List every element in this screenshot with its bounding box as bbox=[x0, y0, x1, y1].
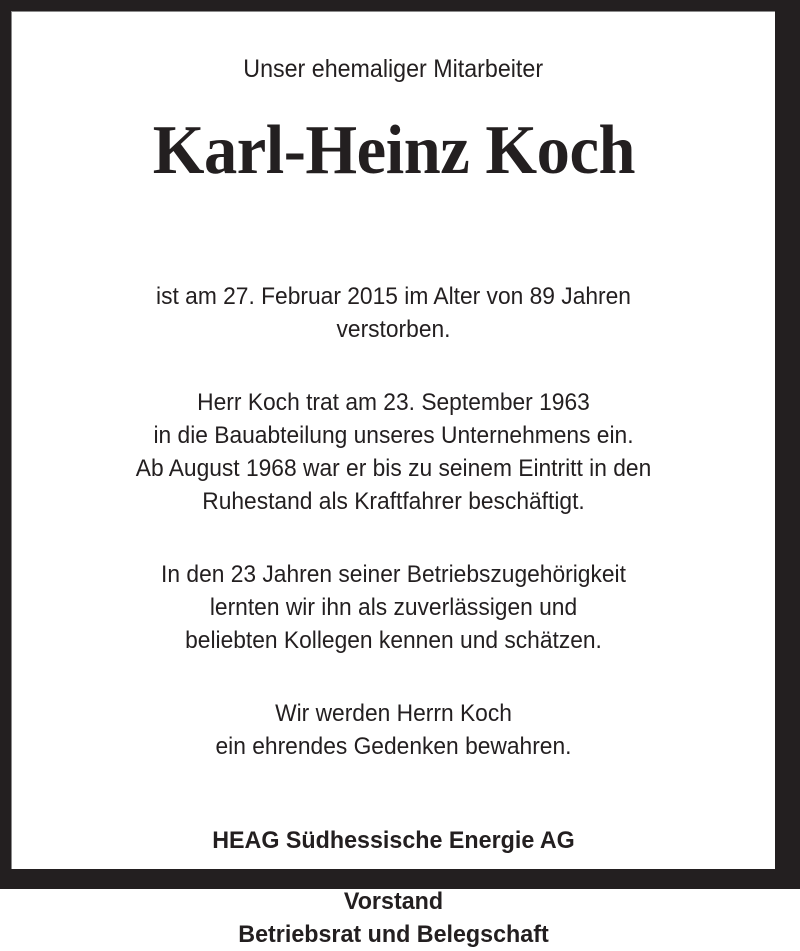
intro-line: Unser ehemaliger Mitarbeiter bbox=[243, 55, 544, 83]
paragraph-tribute-line: beliebten Kollegen kennen und schätzen. bbox=[185, 626, 602, 654]
paragraph-career-line: Ab August 1968 war er bis zu seinem Eintritt in den bbox=[135, 454, 652, 482]
signature-works-council: Betriebsrat und Belegschaft bbox=[238, 920, 549, 948]
paragraph-farewell-line: ein ehrendes Gedenken bewahren. bbox=[215, 732, 572, 760]
paragraph-death-line: ist am 27. Februar 2015 im Alter von 89 Jahren bbox=[156, 282, 631, 310]
paragraph-career-line: Ruhestand als Kraftfahrer beschäftigt. bbox=[202, 487, 585, 515]
notice-body bbox=[39, 233, 749, 763]
signature-block bbox=[31, 824, 756, 951]
paragraph-farewell bbox=[39, 697, 749, 763]
paragraph-death-line: verstorben. bbox=[336, 315, 451, 343]
paragraph-career-line: in die Bauabteilung unseres Unternehmens ein. bbox=[153, 421, 634, 449]
paragraph-career bbox=[39, 386, 749, 518]
obituary-notice bbox=[11, 11, 775, 948]
signature-board: Vorstand bbox=[343, 887, 444, 915]
paragraph-tribute-line: lernten wir ihn als zuverlässigen und bbox=[209, 593, 578, 621]
signature-company-name: HEAG Südhessische Energie AG bbox=[212, 826, 575, 854]
deceased-name: Karl-Heinz Koch bbox=[152, 112, 635, 189]
paragraph-career-line: Herr Koch trat am 23. September 1963 bbox=[197, 388, 590, 416]
paragraph-tribute-line: In den 23 Jahren seiner Betriebszugehörigkeit bbox=[161, 560, 626, 588]
paragraph-death bbox=[39, 280, 749, 346]
paragraph-farewell-line: Wir werden Herrn Koch bbox=[275, 699, 512, 727]
paragraph-tribute bbox=[39, 558, 749, 657]
